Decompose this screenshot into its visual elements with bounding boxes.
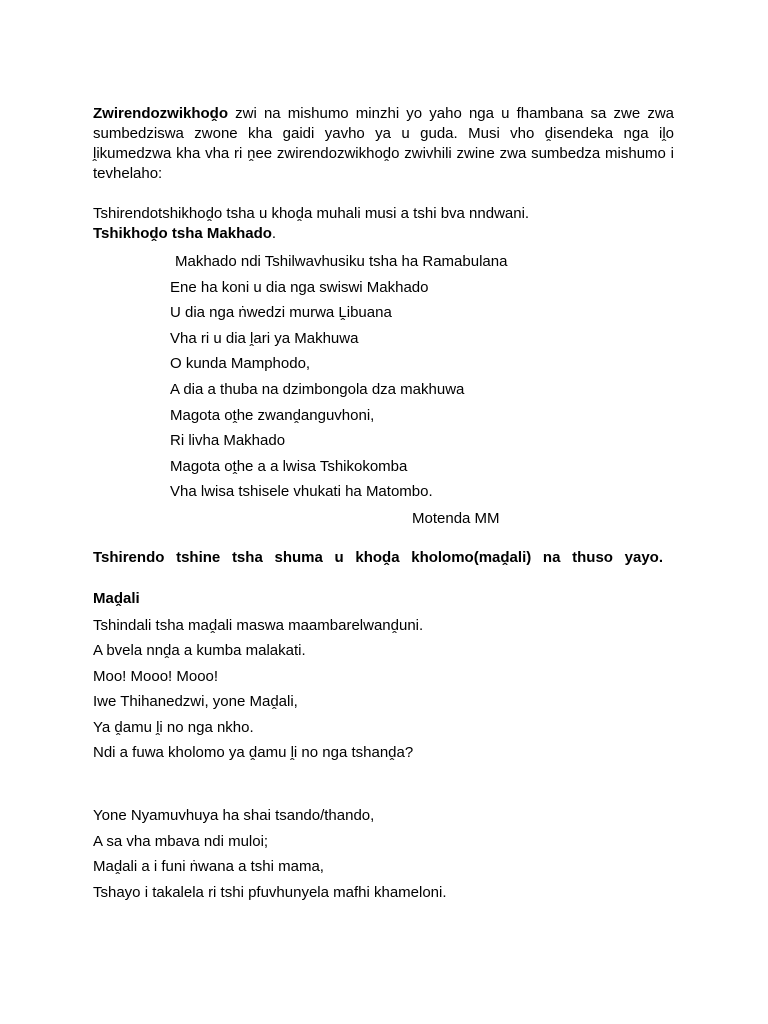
- poem-title-bold: Tshikhoḓo tsha Makhado: [93, 225, 272, 242]
- poem-line: Iwe Thihanedzwi, yone Maḓali,: [93, 693, 298, 711]
- poem-line: A bvela nnḓa a kumba malakati.: [93, 642, 306, 660]
- intro-text: zwi na mishumo minzhi yo yaho nga u fhambana sa zwe zwa sumbedziswa zwone kha gaidi yavho ya u guda. Musi vho ḓisendeka nga iḽo ḽikumedzwa kha vha ri ṋee zwirendozwikhoḓo zwivhili zwine zwa sumbedza mishumo i tevhelaho:: [93, 105, 674, 182]
- document-page: [93, 104, 674, 905]
- poem-line: Maḓali a i funi ṅwana a tshi mama,: [93, 858, 324, 876]
- poem-line: Makhado ndi Tshilwavhusiku tsha ha Ramabulana: [175, 253, 508, 270]
- poem-title: [93, 224, 674, 244]
- poem-line: Ri livha Makhado: [170, 432, 286, 450]
- poem-line: A sa vha mbava ndi muloi;: [93, 832, 269, 850]
- poem-line: A dia a thuba na dzimbongola dza makhuwa: [170, 380, 465, 398]
- poem-line: Vha ri u dia ḽari ya Makhuwa: [170, 329, 359, 347]
- section-description: Tshirendotshikhoḓo tsha u khoḓa muhali musi a tshi bva nndwani.: [93, 205, 530, 222]
- poem-madali-stanza-1: [93, 613, 674, 765]
- poem-line: Tshindali tsha maḓali maswa maambarelwanḓuni.: [93, 616, 424, 634]
- poem-makhado: [170, 249, 674, 505]
- poem-line: Magota oṱhe zwanḓanguvhoni,: [170, 406, 375, 424]
- poem-title-suffix: .: [271, 225, 277, 242]
- poem-line: Magota oṱhe a a lwisa Tshikokomba: [170, 457, 408, 475]
- spacer: [93, 184, 674, 204]
- section-heading: Tshirendo tshine tsha shuma u khoḓa kholomo(maḓali) na thuso yayo.: [93, 548, 663, 566]
- poem-line: Yone Nyamuvhuya ha shai tsando/thando,: [93, 807, 375, 825]
- poem-madali-stanza-2: [93, 803, 674, 905]
- intro-bold-term: Zwirendozwikhoḓo: [93, 105, 228, 122]
- poem-line: Ndi a fuwa kholomo ya ḓamu ḽi no nga tshanḓa?: [93, 743, 414, 761]
- poem-line: Tshayo i takalela ri tshi pfuvhunyela mafhi khameloni.: [93, 883, 447, 901]
- poem-title-madali: Maḓali: [93, 589, 140, 607]
- poem-line: U dia nga ṅwedzi murwa Ḽibuana: [170, 304, 392, 322]
- intro-paragraph: [93, 104, 674, 184]
- poem-line: Moo! Mooo! Mooo!: [93, 667, 219, 685]
- poem-line: Vha lwisa tshisele vhukati ha Matombo.: [170, 483, 433, 501]
- poem-author: Motenda MM: [412, 509, 500, 527]
- poem-line: Ene ha koni u dia nga swiswi Makhado: [170, 278, 429, 296]
- poem-line: O kunda Mamphodo,: [170, 355, 311, 373]
- poem-line: Ya ḓamu ḽi no nga nkho.: [93, 718, 254, 736]
